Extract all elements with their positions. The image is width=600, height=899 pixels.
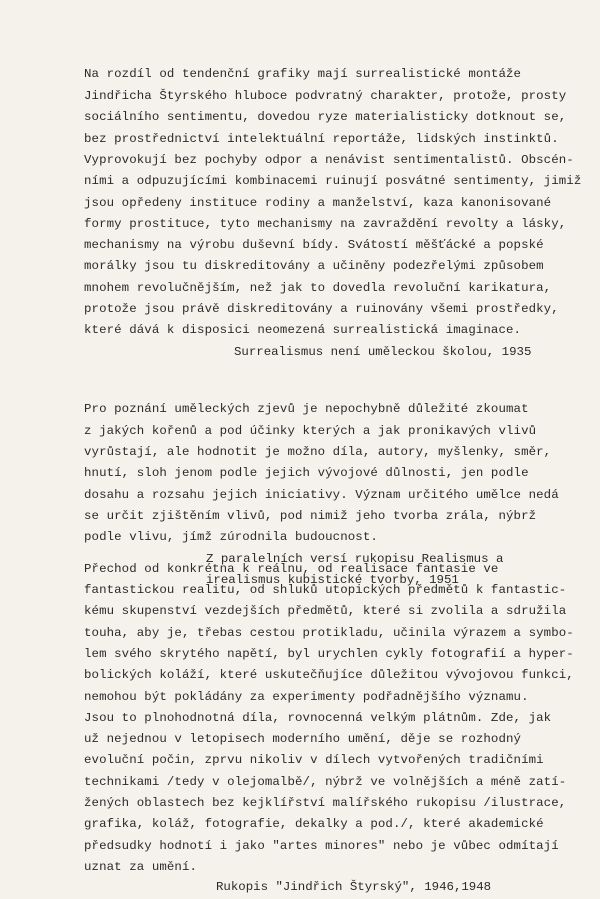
text-line: kému skupenství vezdejších předmětů, které si zvolila a sdružila <box>84 604 567 618</box>
source-citation: Surrealismus není uměleckou školou, 1935 <box>234 345 532 359</box>
text-line: podle vlivu, jímž zúrodnila budoucnost. <box>84 530 378 544</box>
source-citation: Z paralelních versí rukopisu Realismus a <box>206 552 504 566</box>
text-line: sociálního sentimentu, dovedou ryze materialisticky dotknout se, <box>84 110 567 124</box>
text-line: lem svého skrytého napětí, byl urychlen cykly fotografií a hyper- <box>84 647 574 661</box>
text-line: ními a odpuzujícími kombinacemi ruinují posvátné sentimenty, jimiž <box>84 174 582 188</box>
text-line: z jakých kořenů a pod účinky kterých a jak pronikavých vlivů <box>84 424 537 438</box>
text-line: fantastickou realitu, od shluků utopických předmětů k fantastic- <box>84 583 567 597</box>
text-line: dosahu a rozsahu jejich iniciativy. Význam určitého umělce nedá <box>84 488 559 502</box>
text-line: bolických koláží, které uskutečňujíce důležitou vývojovou funkci, <box>84 668 574 682</box>
text-line: Pro poznání uměleckých zjevů je nepochybně důležité zkoumat <box>84 402 529 416</box>
text-line: předsudky hodnotí i jako "artes minores" nebo je vůbec odmítají <box>84 839 559 853</box>
text-line: hnutí, sloh jenom podle jejich vývojové důlnosti, jen podle <box>84 466 529 480</box>
text-line: mnohem revolučnějším, než jak to dovedla revoluční karikatura, <box>84 281 552 295</box>
text-line: Vyprovokují bez pochyby odpor a nenávist sentimentalistů. Obscén- <box>84 153 574 167</box>
text-line: grafika, koláž, fotografie, dekalky a pod./, které akademické <box>84 817 544 831</box>
text-line: žených oblastech bez kejklířství malířského rukopisu /ilustrace, <box>84 796 567 810</box>
text-line: Jsou to plnohodnotná díla, rovnocenná velkým plátnům. Zde, jak <box>84 711 552 725</box>
text-line: které dává k disposici neomezená surrealistická imaginace. <box>84 323 522 337</box>
text-line: mechanismy na výrobu duševní bídy. Svátostí měšťácké a popské <box>84 238 544 252</box>
text-line: Jindřicha Štyrského hluboce podvratný charakter, protože, prosty <box>84 89 567 103</box>
source-citation: Rukopis "Jindřich Štyrský", 1946,1948 <box>216 880 492 894</box>
text-line: vyrůstají, ale hodnotit je možno díla, autory, myšlenky, směr, <box>84 445 552 459</box>
text-line: formy prostituce, tyto mechanismy na zavraždění revolty a lásky, <box>84 217 567 231</box>
text-line: nemohou být pokládány za experimenty podřadnějšího významu. <box>84 690 529 704</box>
text-line: technikami /tedy v olejomalbě/, nýbrž ve volnějších a méně zatí- <box>84 775 567 789</box>
text-line: morálky jsou tu diskreditovány a učiněny podezřelými způsobem <box>84 259 544 273</box>
text-line: Přechod od konkrétna k reálnu, od realisace fantasie ve <box>84 562 499 576</box>
text-line: touha, aby je, třebas cestou protikladu, učinila výrazem a symbo- <box>84 626 574 640</box>
text-line: protože jsou právě diskreditovány a ruinovány všemi prostředky, <box>84 302 559 316</box>
source-citation: irealismus kubistické tvorby, 1951 <box>206 573 459 587</box>
text-line: Na rozdíl od tendenční grafiky mají surrealistické montáže <box>84 67 522 81</box>
text-line: se určit zjištěním vlivů, pod nimiž jeho tvorba zrála, nýbrž <box>84 509 537 523</box>
text-line: uznat za umění. <box>84 860 198 874</box>
text-line: jsou opředeny instituce rodiny a manželství, kaza kanonisované <box>84 196 552 210</box>
text-line: už nejednou v letopisech moderního umění, děje se rozhodný <box>84 732 522 746</box>
text-line: bez prostřednictví intelektuální reportáže, lidských instinktů. <box>84 132 559 146</box>
text-line: evoluční počin, zprvu nikoliv v dílech vytvořených tradičními <box>84 753 544 767</box>
